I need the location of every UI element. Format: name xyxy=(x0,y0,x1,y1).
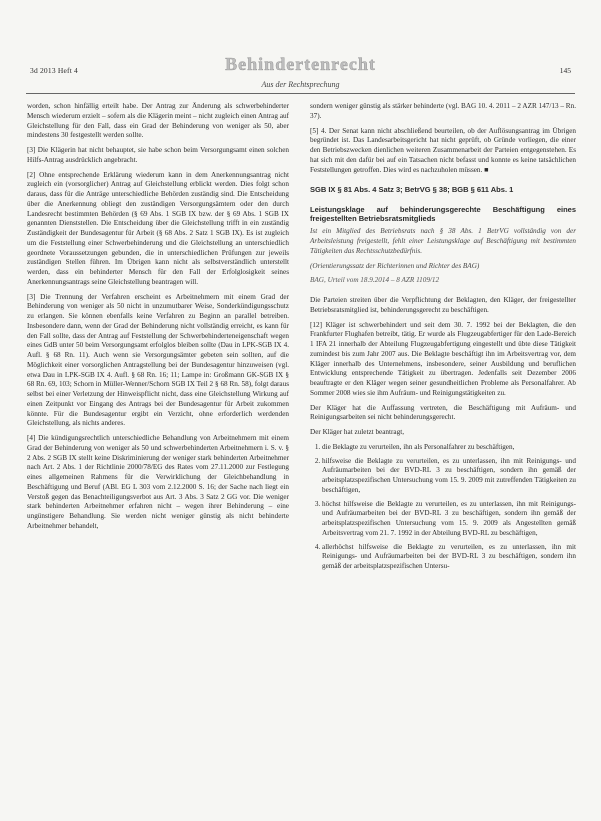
paragraph: [4] Die kündigungsrechtlich unterschiedliche Behandlung von Arbeitnehmern mit einem Grad der Behinderung von weniger als 50 und schwerbehinderten Arbeitnehmern i. S. v. § 2 Abs. 2 SGB IX stellt keine Diskriminierung der weniger stark behinderten Arbeitnehmer nach Art. 2 Abs. 1 der Richtlinie 2000/78/EG des Rates vom 27.11.2000 zur Festlegung eines allgemeinen Rahmens für die Verwirklichung der Gleichbehandlung in Beschäftigung und Beruf (ABl. EG L 303 vom 2.12.2000 S. 16; der Sache nach liegt ein Verstoß gegen das Benachteiligungsverbot aus Art. 3 Abs. 3 Satz 2 GG vor. Die weniger stark behinderten Arbeitnehmer erfahren nicht – wegen ihrer Behinderung – eine ungünstigere Behandlung. Sie werden nicht weniger günstig als nicht behinderte Arbeitnehmer behandelt, xyxy=(27,434,289,530)
paragraph: [3] Die Klägerin hat nicht behauptet, sie habe schon beim Versorgungsamt einen solchen Hilfs-Antrag ausdrücklich angebracht. xyxy=(27,146,289,164)
section-subtitle: Aus der Rechtsprechung xyxy=(261,80,340,89)
paragraph xyxy=(310,127,576,176)
paragraph: Die Parteien streiten über die Verpflichtung der Beklagten, den Kläger, der freigestellter Betriebsratsmitglied ist, behinderungsgerecht zu beschäftigen. xyxy=(310,296,576,314)
paragraph: [2] Ohne entsprechende Erklärung wiederum kann in dem Anerkennungsantrag nicht zugleich ein (vorsorglicher) Antrag auf Gleichstellung erblickt werden. Dies folgt schon daraus, dass für die Anträge unterschiedliche Behörden zuständig sind. Die Entscheidung über die Anerkennung obliegt den zuständigen Versorgungsämtern oder den durch Landesrecht bestimmten Behörden (§ 69 Abs. 1 SGB IX bzw. der § 69 Abs. 1 SGB IX genannten Dienststellen. Die Entscheidung über die Gleichstellung trifft in ein zuständig Zuständigkeit der Bundesagentur für Arbeit (§ 68 Abs. 2 Satz 1 SGB IX). Es ist zugleich um die Feststellung einer Schwerbehinderung und die Gleichstellung an unterschiedlich geordnete Voraussetzungen gebunden, die in unterschiedlichen Prüfungen zur jeweils zuständigen Stellen führen. Im Übrigen kann nicht als selbstverständlich unterstellt werden, dass ein behinderter Mensch für den Fall der Erfolglosigkeit seines Anerkennungsantrags seine Gleichstellung beantragen will. xyxy=(27,170,289,286)
case-title: Leistungsklage auf behinderungsgerechte Beschäftigung eines freigestellten Betriebsratsmitglieds xyxy=(310,204,576,224)
left-column xyxy=(27,102,289,537)
list-item: 3. höchst hilfsweise die Beklagte zu verurteilen, es zu unterlassen, ihn mit Reinigungs- und Aufräumarbeiten bei der BVD-RL 3 zu beschäftigen, sondern ihn gemäß der arbeitsplatzspezifischen Untersuchung vom 15. 9. 2009 als Angestellten gemäß Arbeitsvertrag vom 21. 7. 1992 in der Abteilung BVD-RL zu beschäftigen, xyxy=(322,500,576,539)
request-list xyxy=(310,443,576,572)
list-item: 2. hilfsweise die Beklagte zu verurteilen, es zu unterlassen, ihn mit Reinigungs- und Aufräumarbeiten bei der BVD-RL 3 zu beschäftigen, sondern ihn gemäß der arbeitsplatzspezifischen Untersuchung vom 15. 9. 2009 mit zutreffenden Tätigkeiten zu beschäftigen, xyxy=(322,457,576,496)
paragraph: worden, schon hinfällig erteilt habe. Der Antrag zur Änderung als schwerbehinderter Mensch wiederum erzielt – sofern als die Klägerin meint – nicht zugleich einen Antrag auf Gleichstellung für den Fall, dass ein Grad der Behinderung von weniger als 50, aber mindestens 30 festgestellt werden sollte. xyxy=(27,102,289,140)
paragraph: Der Kläger hat die Auffassung vertreten, die Beschäftigung mit Aufräum- und Reinigungsarbeiten sei nicht behinderungsgerecht. xyxy=(310,403,576,422)
paragraph: [3] Die Trennung der Verfahren erscheint es Arbeitnehmern mit einem Grad der Behinderung von weniger als 50 nicht in unzumutbarer Weise, Sonderkündigungsschutz zu erlangen. Sie können ebenfalls keine Verfahren zu Beginn an parallel betreiben. Insbesondere dann, wenn der Grad der Behinderung nicht vollständig erreicht, es kann für den Fall sollte, dass der Antrag auf Feststellung der Schwerbehinderteneigenschaft wegen eines GdB unter 50 beim Versorgungsamt erfolglos bleiben sollte (Dau in LPK-SGB IX 4. Aufl. § 68 Rn. 11). Auch wenn sie Versorgungsämter gebeten sein sollten, auf die Möglichkeit einer vorsorglichen Antragstellung bei der Bundesagentur hinzuweisen (vgl. etwa Dau in LPK-SGB IX 4. Aufl. § 68 Rn. 16; 11; Lampe in: Großmann GK-SGB IX § 68 Rn. 69, 103; Schorn in Müller-Wenner/Schorn SGB IX Teil 2 § 68 Rn. 58), folgt daraus selbst bei einer Verletzung der Hinweispflicht nicht, dass eine Gleichstellung Wirkung auf einen Zeitpunkt vor Eingang des Antrags bei der Bundesagentur für Arbeit zukommen könnte. Für die Bundesagentur ergibt ein Verzicht, ohne erforderlich werdenden Gleichstellung, als nichts anderes. xyxy=(27,292,289,428)
page-number: 145 xyxy=(559,66,571,75)
paragraph: Der Kläger hat zuletzt beantragt, xyxy=(310,428,404,437)
case-leitsatz: Ist ein Mitglied des Betriebsrats nach § 38 Abs. 1 BetrVG vollständig von der Arbeitsleistung freigestellt, fehlt einer Leistungsklage auf Beschäftigung mit bestimmten Tätigkeiten das Rechtsschutzbedürfnis. xyxy=(310,227,576,255)
right-column xyxy=(310,102,576,576)
paragraph-text: [5] 4. Der Senat kann nicht abschließend beurteilen, ob der Auflösungsantrag im Übrigen begründet ist. Das Landesarbeitsgericht hat nicht geprüft, ob Gründe vorliegen, die einer den Betriebszwecken dienlichen weiteren Zusammenarbeit der Parteien entgegenstehen. Es hat sich mit den dafür bei auf ein Tatsachen nicht befasst und konnte es keine tatsächlichen Feststellungen getroffen. Dies wird es nachzuholen müssen. xyxy=(310,126,576,174)
journal-masthead: Behindertenrecht xyxy=(225,54,376,74)
issue-label: 3d 2013 Heft 4 xyxy=(30,66,79,75)
case-citation: BAG, Urteil vom 18.9.2014 – 8 AZR 1109/12 xyxy=(310,276,440,285)
paragraph: [12] Kläger ist schwerbehindert und seit dem 30. 7. 1992 bei der Beklagten, die den Frankfurter Flughafen betreibt, tätig. Er wurde als Flugzeugabfertiger für den Lade-Bereich 1 IFA 21 innerhalb der Abteilung Flugzeugabfertigung eingestellt und übte diese Tätigkeit zumindest bis zum Jahr 2007 aus. Die Beklagte beschäftigt ihn im Arbeitsvertrag vor, dem Kläger innerhalb des Unternehmens, insbesondere, seiner Ausbildung und beruflichen Entwicklung entsprechende Tätigkeit zu übertragen. Jedenfalls seit Dezember 2006 beauftragte er den Kläger wegen seiner gesundheitlichen Probleme als Personalfahrer. Ab Sommer 2008 wies sie ihm Aufräum- und Reinigungstätigkeiten zu. xyxy=(310,320,576,397)
paragraph: sondern weniger günstig als stärker behinderte (vgl. BAG 10. 4. 2011 – 2 AZR 147/13 – Rn. 37). xyxy=(310,102,576,120)
end-mark-icon: ■ xyxy=(484,165,489,174)
list-item: 4. allerhöchst hilfsweise die Beklagte zu verurteilen, es zu unterlassen, ihn mit Reinigungs- und Aufräumarbeiten bei der BVD-RL 3 zu beschäftigen, sondern ihn gemäß der arbeitsplatzspezifischen Untersu- xyxy=(322,543,576,572)
list-item: 1. die Beklagte zu verurteilen, ihn als Personalfahrer zu beschäftigen, xyxy=(322,443,576,453)
case-source-note: (Orientierungssatz der Richterinnen und Richter des BAG) xyxy=(310,261,480,270)
header-rule xyxy=(26,93,575,94)
case-norms: SGB IX § 81 Abs. 4 Satz 3; BetrVG § 38; BGB § 611 Abs. 1 xyxy=(310,185,514,195)
